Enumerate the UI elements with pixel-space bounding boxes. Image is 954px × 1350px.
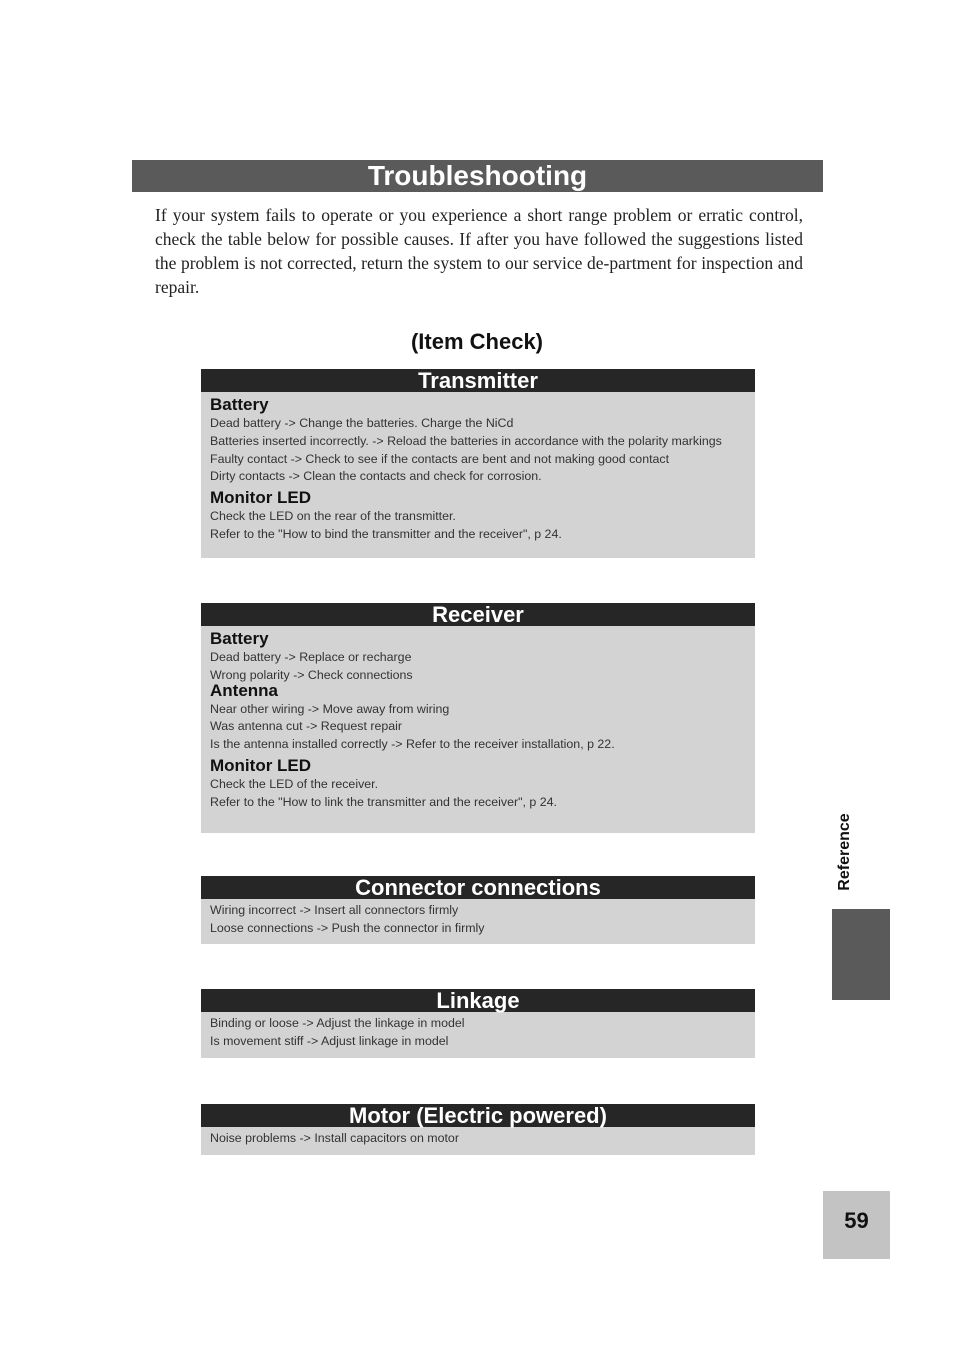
motor-heading: Motor (Electric powered) bbox=[201, 1104, 755, 1127]
intro-paragraph: If your system fails to operate or you experience a short range problem or erratic control, check the table below for possible causes. If after you have followed the suggestions listed the problem is not corrected, return the system to our service de-partment for inspection and repair. bbox=[155, 205, 803, 297]
linkage-section bbox=[201, 989, 755, 1058]
receiver-antenna-line: Was antenna cut -> Request repair bbox=[210, 719, 403, 734]
transmitter-monitor-led-label: Monitor LED bbox=[210, 488, 312, 508]
reference-label-text: Reference bbox=[836, 813, 853, 891]
receiver-monitor-led-label: Monitor LED bbox=[210, 755, 312, 775]
receiver-battery-line: Wrong polarity -> Check connections bbox=[210, 667, 413, 682]
transmitter-battery-line: Dead battery -> Change the batteries. Charge the NiCd bbox=[210, 416, 514, 430]
transmitter-battery-line: Batteries inserted incorrectly. -> Reload the batteries in accordance with the polarity markings bbox=[210, 433, 722, 448]
linkage-heading: Linkage bbox=[201, 989, 755, 1012]
transmitter-section bbox=[201, 369, 755, 558]
page-number: 59 bbox=[823, 1191, 890, 1259]
receiver-monitor-led-line: Check the LED of the receiver. bbox=[210, 776, 379, 791]
transmitter-monitor-led-line: Refer to the "How to bind the transmitter and the receiver", p 24. bbox=[210, 526, 562, 541]
connectors-heading: Connector connections bbox=[201, 876, 755, 899]
connectors-line: Wiring incorrect -> Insert all connectors firmly bbox=[210, 903, 459, 917]
receiver-monitor-led-line: Refer to the "How to link the transmitter and the receiver", p 24. bbox=[210, 794, 557, 809]
linkage-line: Is movement stiff -> Adjust linkage in model bbox=[210, 1033, 449, 1048]
motor-section bbox=[201, 1104, 755, 1155]
receiver-antenna-line: Is the antenna installed correctly -> Refer to the receiver installation, p 22. bbox=[210, 737, 615, 752]
receiver-antenna-line: Near other wiring -> Move away from wiring bbox=[210, 701, 450, 716]
transmitter-battery-line: Dirty contacts -> Clean the contacts and check for corrosion. bbox=[210, 469, 542, 484]
linkage-line: Binding or loose -> Adjust the linkage in model bbox=[210, 1016, 465, 1030]
connectors-section bbox=[201, 876, 755, 944]
page-title: Troubleshooting bbox=[132, 160, 823, 192]
transmitter-heading: Transmitter bbox=[201, 369, 755, 392]
transmitter-monitor-led-line: Check the LED on the rear of the transmitter. bbox=[210, 509, 456, 524]
connectors-line: Loose connections -> Push the connector in firmly bbox=[210, 920, 485, 935]
transmitter-battery-label: Battery bbox=[210, 395, 269, 414]
motor-line: Noise problems -> Install capacitors on motor bbox=[210, 1131, 459, 1145]
transmitter-battery-line: Faulty contact -> Check to see if the contacts are bent and not making good contact bbox=[210, 451, 670, 466]
item-check-heading: (Item Check) bbox=[410, 329, 544, 354]
reference-side-label bbox=[832, 802, 858, 902]
receiver-antenna-label: Antenna bbox=[210, 680, 278, 700]
receiver-battery-line: Dead battery -> Replace or recharge bbox=[210, 650, 412, 664]
receiver-battery-label: Battery bbox=[210, 629, 269, 648]
reference-tab bbox=[832, 909, 890, 1000]
receiver-section bbox=[201, 603, 755, 833]
receiver-heading: Receiver bbox=[201, 603, 755, 626]
